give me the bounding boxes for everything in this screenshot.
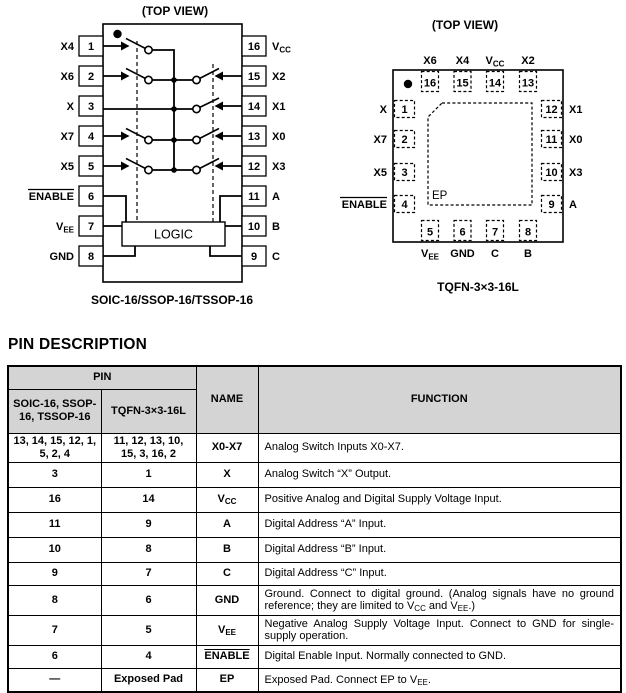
pin-label: B: [524, 248, 532, 260]
pin-number: 6: [87, 191, 95, 203]
pin-label: X0: [272, 131, 286, 143]
pin-number: 7: [491, 226, 499, 239]
pin-number: 2: [87, 71, 95, 83]
name-cell: X0-X7: [196, 433, 258, 462]
pin-tqfn-cell: 6: [101, 585, 196, 615]
header-function: FUNCTION: [258, 366, 621, 433]
name-cell: X: [196, 462, 258, 487]
table-row: [8, 512, 621, 537]
tqfn-pin-bottom-6: [450, 221, 475, 261]
soic-pinout-diagram: [0, 0, 330, 318]
soic-pin-left-4: [61, 126, 103, 146]
pin-label: A: [569, 199, 577, 211]
exposed-pad-label: EP: [432, 190, 448, 202]
name-cell: C: [196, 562, 258, 585]
pin-label: X1: [569, 104, 583, 116]
pin-number: 4: [87, 131, 95, 143]
page-title: PIN DESCRIPTION: [8, 336, 148, 353]
pin-number: 8: [87, 251, 95, 263]
soic-pin-right-15: [242, 66, 285, 86]
pin-label: GND: [49, 251, 74, 263]
pin-label: X3: [272, 161, 286, 173]
header-tqfn: TQFN-3×3-16L: [101, 389, 196, 433]
soic-pin-right-10: [242, 216, 280, 236]
pin-tqfn-cell: 7: [101, 562, 196, 585]
table-row: [8, 562, 621, 585]
function-cell: Digital Address “A” Input.: [258, 512, 621, 537]
soic-pin-left-6: [28, 186, 103, 206]
pin-number: 10: [247, 221, 261, 233]
name-cell-vee: $V_{EE}$: [196, 615, 258, 645]
pin-label: X6: [60, 71, 74, 83]
pin-label-vee: $V_{EE}$: [420, 248, 440, 262]
pin-number: 4: [401, 199, 408, 211]
pin-soic-cell: 3: [8, 462, 101, 487]
pin-number: 3: [87, 101, 95, 113]
pin-number: 1: [401, 104, 408, 116]
pin-label-enable: ENABLE: [341, 199, 387, 211]
function-cell: Positive Analog and Digital Supply Voltage Input.: [258, 487, 621, 512]
header-pin-group: PIN: [8, 366, 196, 389]
table-row: [8, 433, 621, 462]
name-cell-vcc: $V_{CC}$: [196, 487, 258, 512]
pin-soic-cell: 10: [8, 537, 101, 562]
pin-label: X4: [60, 41, 74, 53]
pin-label: C: [272, 251, 280, 263]
pin-number: 5: [87, 161, 95, 173]
name-cell: B: [196, 537, 258, 562]
pin-number: 1: [87, 41, 95, 53]
soic-pin-right-11: [242, 186, 280, 206]
pin-number: 9: [548, 199, 555, 211]
tqfn-pinout-diagram: [330, 0, 626, 300]
pin-soic-cell: —: [8, 668, 101, 692]
soic-pin-left-2: [61, 66, 103, 86]
pin-label: X1: [272, 101, 286, 113]
pin-soic-cell: 11: [8, 512, 101, 537]
pin-label: C: [491, 248, 499, 260]
function-cell: Ground. Connect to digital ground. (Analog signals have no ground reference; they are limited to $V_{CC}$ and $V_{EE}$.): [258, 585, 621, 615]
pin-label: X6: [423, 55, 437, 67]
pin-label: X: [379, 104, 387, 116]
function-cell: Digital Address “C” Input.: [258, 562, 621, 585]
pin-number: 16: [247, 41, 261, 53]
function-cell: Exposed Pad. Connect EP to $V_{EE}$.: [258, 668, 621, 692]
soic-pin-left-5: [61, 156, 103, 176]
tqfn-pin-bottom-7: [487, 221, 504, 261]
pin-number: 10: [545, 167, 558, 179]
soic-pin-left-7: [56, 216, 103, 236]
pin-label: GND: [450, 248, 475, 260]
name-cell-enable: ENABLE: [196, 645, 258, 668]
name-cell: EP: [196, 668, 258, 692]
tqfn-pin-top-15: [454, 55, 471, 92]
name-cell: GND: [196, 585, 258, 615]
pin-number: 13: [247, 131, 261, 143]
pin-label-vcc: $V_{CC}$: [272, 41, 291, 55]
pin-soic-cell: 13, 14, 15, 12, 1, 5, 2, 4: [8, 433, 101, 462]
table-row: [8, 615, 621, 645]
pin-number: 12: [247, 161, 261, 173]
table-row: [8, 645, 621, 668]
soic-pin-right-16: [242, 36, 291, 56]
logic-label: LOGIC: [154, 227, 193, 242]
pin-number: 14: [247, 101, 261, 113]
table-row: [8, 668, 621, 692]
pin-label: X0: [569, 134, 583, 146]
table-row: [8, 462, 621, 487]
pin-tqfn-cell: 9: [101, 512, 196, 537]
function-cell: Negative Analog Supply Voltage Input. Connect to GND for single-supply operation.: [258, 615, 621, 645]
pin-label: X4: [455, 55, 470, 67]
pin-description-table: [7, 365, 622, 693]
tqfn-pin-top-16: [422, 55, 439, 92]
table-row: [8, 537, 621, 562]
soic-caption: SOIC-16/SSOP-16/TSSOP-16: [90, 293, 254, 307]
tqfn-pin-left-1: [380, 101, 415, 118]
pin-label-vee: $V_{EE}$: [55, 221, 74, 235]
pin-label: X7: [373, 134, 387, 146]
function-cell: Digital Address “B” Input.: [258, 537, 621, 562]
name-cell: A: [196, 512, 258, 537]
soic-pin-left-1: [61, 36, 103, 56]
header-soic: SOIC-16, SSOP-16, TSSOP-16: [8, 389, 101, 433]
pin-number: 11: [248, 191, 260, 203]
pin-number: 13: [521, 77, 535, 90]
pin-tqfn-cell: 1: [101, 462, 196, 487]
tqfn-pin-top-13: [520, 55, 537, 92]
pin-number: 15: [456, 77, 469, 90]
soic-pin-right-13: [242, 126, 285, 146]
tqfn-package-outline: [393, 70, 563, 242]
pin-number: 14: [488, 77, 502, 90]
soic-pin-left-8: [50, 246, 103, 266]
pin-soic-cell: 7: [8, 615, 101, 645]
pin-label: X3: [569, 167, 583, 179]
pin-number: 9: [250, 251, 258, 263]
pin-number: 2: [401, 134, 408, 146]
pin1-indicator-dot: [404, 80, 412, 88]
pin-label: X: [66, 101, 74, 113]
tqfn-pin-left-4: [340, 196, 415, 213]
table-row: [8, 585, 621, 615]
pin-label-enable: ENABLE: [28, 191, 74, 203]
pin-label: X2: [272, 71, 286, 83]
pin-label: X5: [373, 167, 387, 179]
soic-pin-right-9: [242, 246, 280, 266]
pin-number: 11: [545, 134, 558, 146]
function-cell: Analog Switch “X” Output.: [258, 462, 621, 487]
pin-label: X7: [60, 131, 74, 143]
pin-soic-cell: 8: [8, 585, 101, 615]
pin-number: 7: [87, 221, 95, 233]
tqfn-top-view-title: (TOP VIEW): [431, 18, 499, 32]
function-cell: Digital Enable Input. Normally connected to GND.: [258, 645, 621, 668]
pin-number: 15: [247, 71, 261, 83]
pin-label: B: [272, 221, 280, 233]
pin-soic-cell: 9: [8, 562, 101, 585]
pin-tqfn-cell: 4: [101, 645, 196, 668]
table-row: [8, 487, 621, 512]
pin-number: 16: [423, 77, 437, 90]
soic-pin-left-3: [67, 96, 103, 116]
function-cell: Analog Switch Inputs X0-X7.: [258, 433, 621, 462]
pin-tqfn-cell: 14: [101, 487, 196, 512]
soic-top-view-title: (TOP VIEW): [141, 4, 209, 18]
pin-label: X2: [521, 55, 535, 67]
pin-number: 6: [459, 226, 466, 239]
pin1-indicator-dot: [113, 30, 121, 38]
pin-number: 3: [401, 167, 408, 179]
pin-number: 12: [545, 104, 558, 116]
pin-tqfn-cell: 5: [101, 615, 196, 645]
tqfn-pin-bottom-8: [520, 221, 537, 261]
pin-label: X5: [60, 161, 74, 173]
pin-label: A: [272, 191, 280, 203]
soic-pin-right-14: [242, 96, 285, 116]
pin-soic-cell: 6: [8, 645, 101, 668]
tqfn-pin-top-14: [486, 55, 505, 92]
tqfn-caption: TQFN-3×3-16L: [437, 280, 519, 294]
pin-number: 8: [524, 226, 532, 239]
pin-soic-cell: 16: [8, 487, 101, 512]
pin-number: 5: [426, 226, 434, 239]
pin-tqfn-cell: Exposed Pad: [101, 668, 196, 692]
header-name: NAME: [196, 366, 258, 433]
soic-pin-right-12: [242, 156, 285, 176]
pin-tqfn-cell: 11, 12, 13, 10, 15, 3, 16, 2: [101, 433, 196, 462]
pin-label-vcc: $V_{CC}$: [485, 55, 505, 69]
tqfn-pin-right-9: [542, 196, 578, 213]
pin-tqfn-cell: 8: [101, 537, 196, 562]
